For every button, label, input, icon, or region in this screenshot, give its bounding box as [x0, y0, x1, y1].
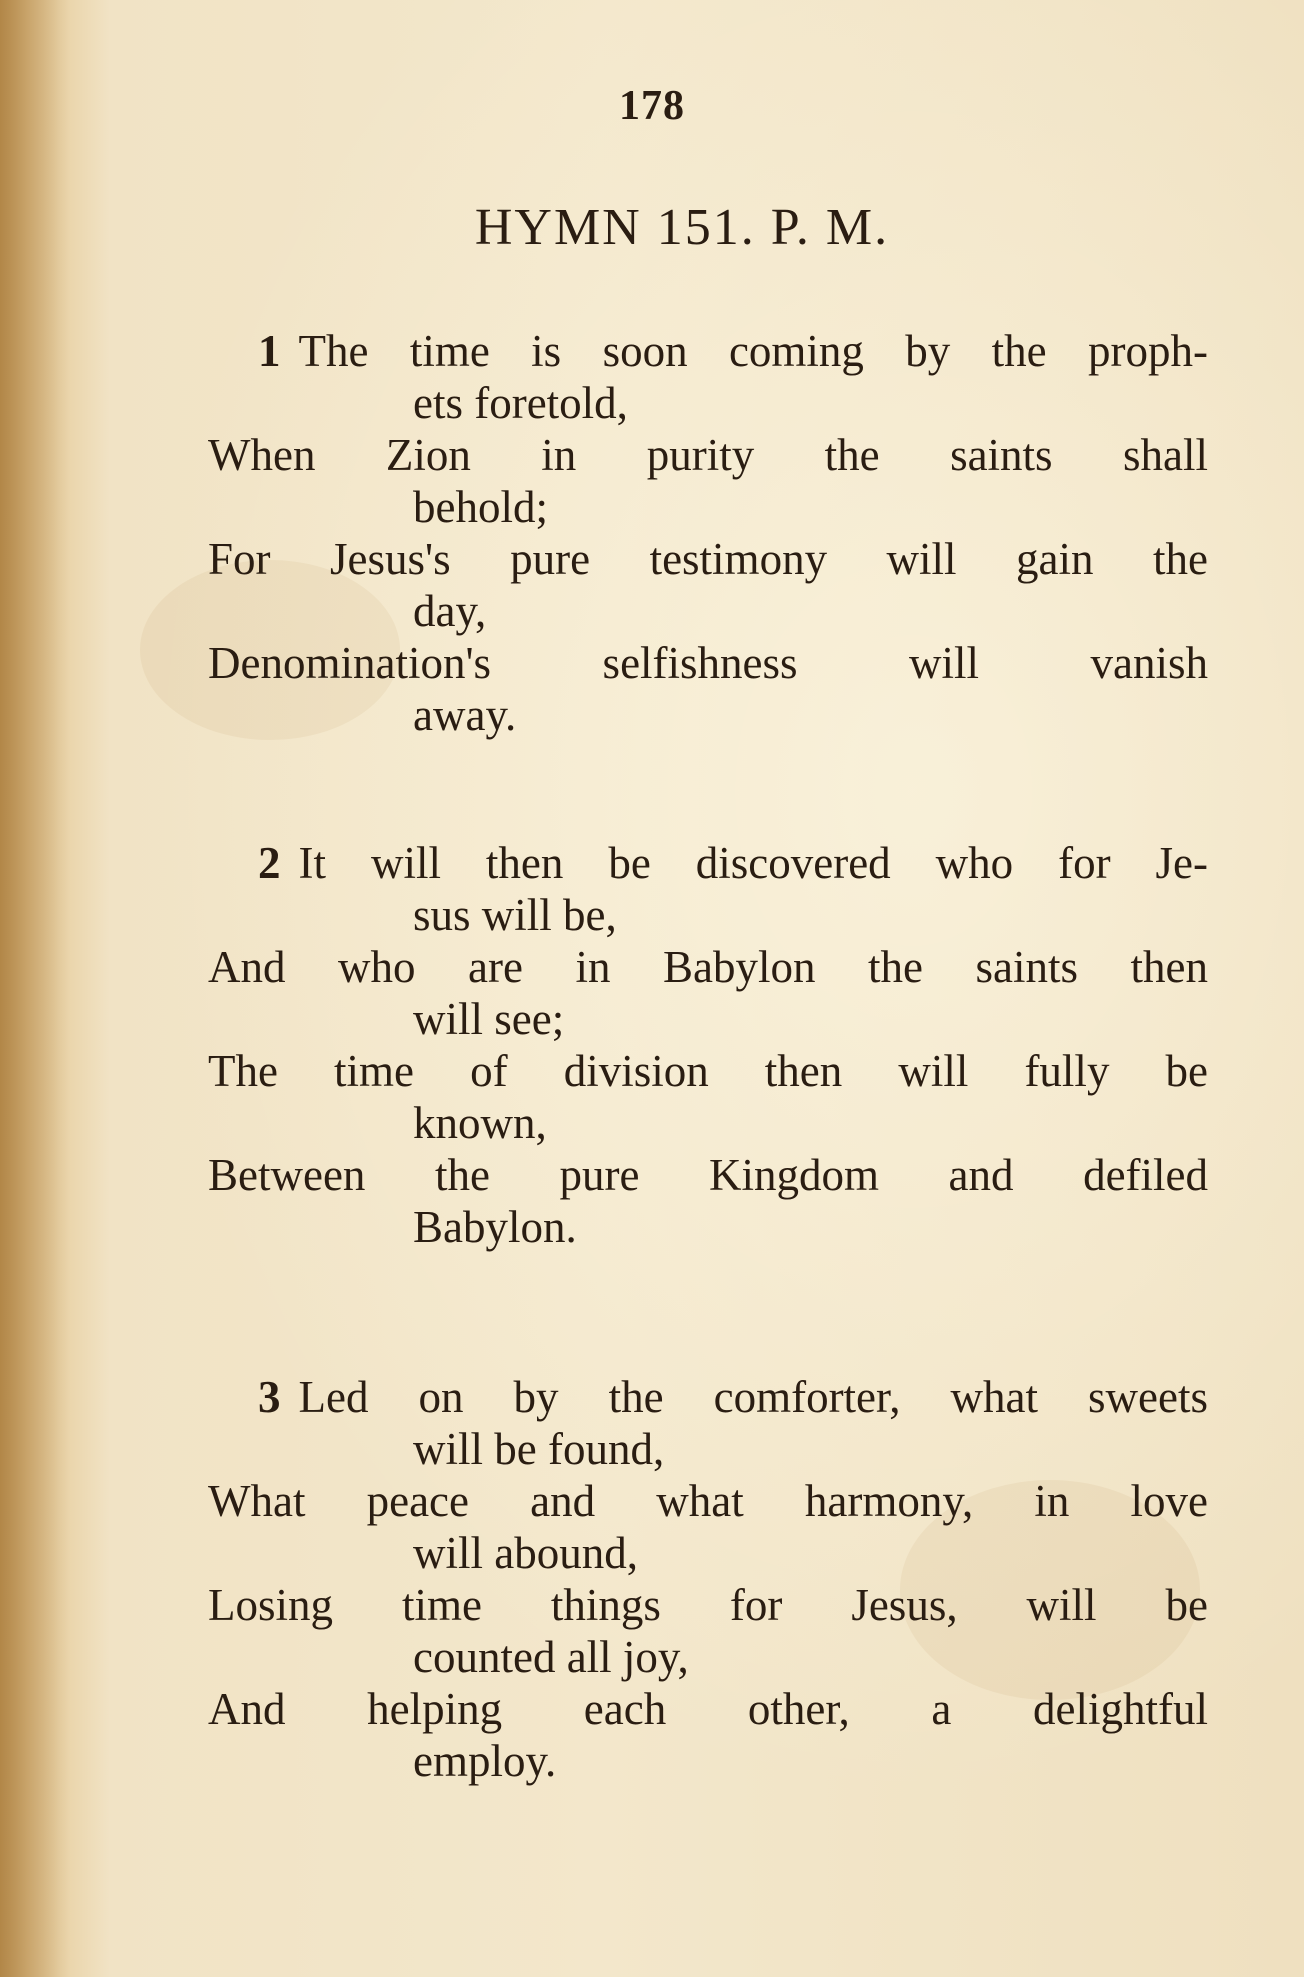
verse-line-continuation: will see; [413, 994, 565, 1044]
verse-line [258, 325, 1208, 377]
verse-line [258, 1371, 1208, 1423]
page-number: 178 [619, 83, 685, 129]
verse-line-continuation: known, [413, 1098, 547, 1148]
verse-line: Denomination's selfishness will vanish [208, 638, 1208, 688]
verse-line: Between the pure Kingdom and defiled [208, 1150, 1208, 1200]
verse-line-continuation: ets foretold, [413, 378, 628, 428]
verse-line: What peace and what harmony, in love [208, 1476, 1208, 1526]
hymn-verses [208, 325, 1208, 1787]
verse-line-text: The time is soon coming by the proph- [298, 326, 1208, 376]
hymn-title: HYMN 151. P. M. [474, 199, 890, 256]
verse-line-continuation: will be found, [413, 1424, 665, 1474]
verse-line: Losing time things for Jesus, will be [208, 1580, 1208, 1630]
verse-line-continuation: counted all joy, [413, 1632, 689, 1682]
page-spine-shadow [0, 0, 70, 1977]
verse-line-text: Led on by the comforter, what sweets [298, 1372, 1208, 1422]
verse-number: 2 [258, 838, 281, 888]
verse-line [258, 837, 1208, 889]
verse-line: When Zion in purity the saints shall [208, 430, 1208, 480]
verse-line-continuation: Babylon. [413, 1202, 577, 1252]
verse-2 [208, 837, 1208, 1253]
verse-line: For Jesus's pure testimony will gain the [208, 534, 1208, 584]
verse-number: 1 [258, 326, 281, 376]
verse-line-continuation: employ. [413, 1736, 557, 1786]
verse-3 [208, 1371, 1208, 1787]
verse-line-text: It will then be discovered who for Je- [298, 838, 1208, 888]
verse-line-continuation: day, [413, 586, 487, 636]
verse-line: And helping each other, a delightful [208, 1684, 1208, 1734]
verse-line: The time of division then will fully be [208, 1046, 1208, 1096]
verse-line-continuation: away. [413, 690, 517, 740]
verse-1 [208, 325, 1208, 741]
verse-number: 3 [258, 1372, 281, 1422]
verse-line: And who are in Babylon the saints then [208, 942, 1208, 992]
verse-line-continuation: sus will be, [413, 890, 617, 940]
verse-line-continuation: will abound, [413, 1528, 638, 1578]
verse-line-continuation: behold; [413, 482, 548, 532]
